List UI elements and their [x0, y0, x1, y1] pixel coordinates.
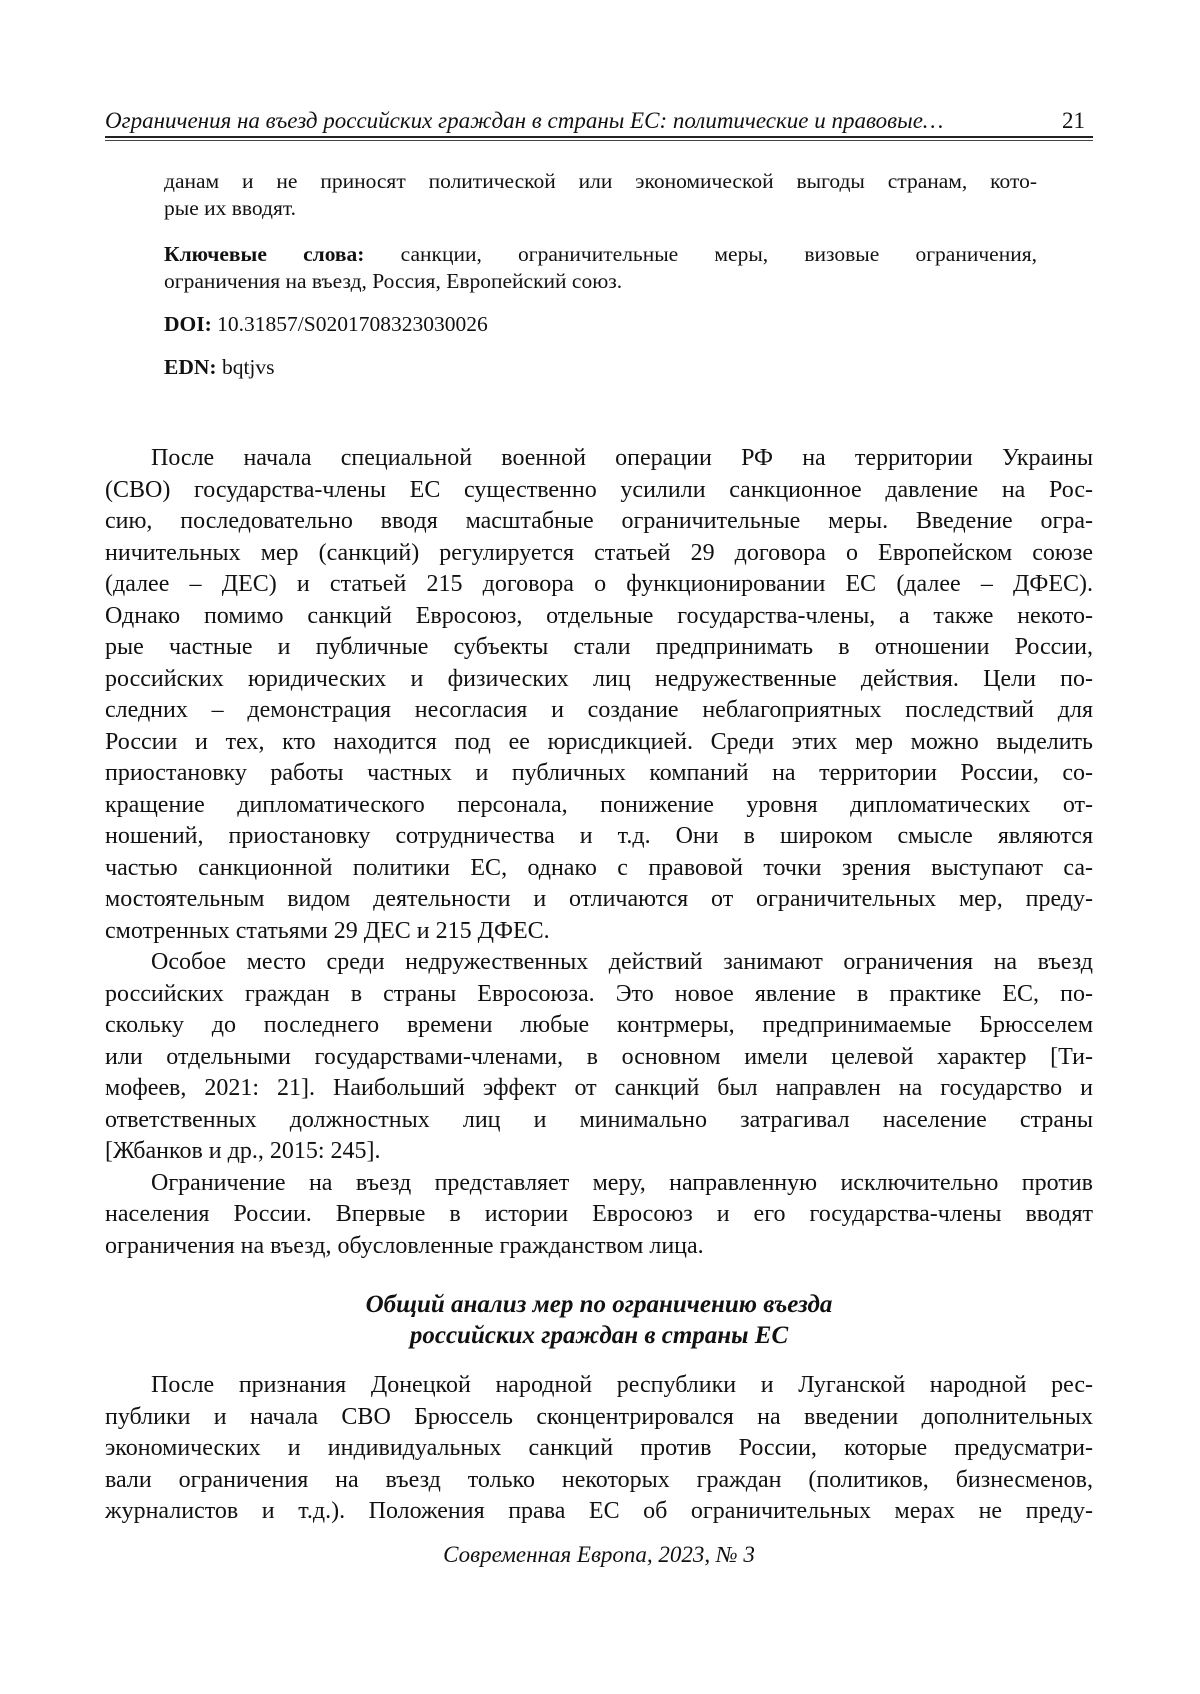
journal-footer: Современная Европа, 2023, № 3 [443, 1542, 755, 1567]
keywords-line: ограничения на въезд, Россия, Европейский союз. [164, 269, 623, 293]
abstract-line: рые их вводят. [164, 196, 297, 220]
doi [164, 311, 1037, 338]
paragraph-line: После начала специальной военной операции РФ на территории Украины [151, 445, 1093, 471]
paragraph-line: ограничения на въезд, обусловленные гражданством лица. [105, 1232, 704, 1259]
paragraph-line: журналистов и т.д.). Положения права ЕС об ограничительных мерах не преду- [105, 1498, 1093, 1524]
paragraph-line: населения России. Впервые в истории Евросоюз и его государства-члены вводят [105, 1201, 1093, 1227]
keywords-line [164, 241, 1037, 268]
section-heading-line: российских граждан в страны ЕС [409, 1322, 789, 1349]
paragraph-line: рые частные и публичные субъекты стали предпринимать в отношении России, [105, 634, 1093, 660]
running-header [105, 106, 1093, 136]
page-number: 21 [1062, 108, 1085, 133]
paragraph-line: мостоятельным видом деятельности и отличаются от ограничительных мер, преду- [105, 886, 1093, 912]
keywords-label: Ключевые слова: [164, 242, 365, 266]
paragraph-line: публики и начала СВО Брюссель сконцентрировался на введении дополнительных [105, 1403, 1093, 1430]
body-text-bottom [105, 1370, 1093, 1528]
abstract-line: данам и не приносят политической или экономической выгоды странам, кото- [164, 169, 1037, 193]
paragraph-line: российских юридических и физических лиц недружественные действия. Цели по- [105, 665, 1093, 692]
paragraph-line: Однако помимо санкций Евросоюз, отдельные государства-члены, а также некото- [105, 602, 1093, 629]
paragraph [105, 1370, 1093, 1528]
paragraph-line: кращение дипломатического персонала, понижение уровня дипломатических от- [105, 791, 1093, 818]
paragraph-line: мофеев, 2021: 21]. Наибольший эффект от санкций был направлен на государство и [105, 1075, 1093, 1101]
header-rule-thick [105, 136, 1093, 138]
paragraph-line: (СВО) государства-члены ЕС существенно усилили санкционное давление на Рос- [105, 476, 1093, 503]
paragraph-line: смотренных статьями 29 ДЕС и 215 ДФЕС. [105, 917, 550, 944]
header-rule-thin [105, 140, 1093, 141]
paragraph-line: [Жбанков и др., 2015: 245]. [105, 1138, 381, 1164]
abstract-tail [164, 168, 1037, 222]
paragraph-line: (далее – ДЕС) и статьей 215 договора о функционировании ЕС (далее – ДФЕС). [105, 571, 1093, 597]
keywords-text: санкции, ограничительные меры, визовые ограничения, [400, 242, 1037, 266]
doi-value: 10.31857/S0201708323030026 [217, 312, 488, 336]
paragraph-line: ничительных мер (санкций) регулируется статьей 29 договора о Европейском союзе [105, 539, 1093, 566]
paragraph [105, 947, 1093, 1168]
paragraph-line: Особое место среди недружественных действий занимают ограничения на въезд [151, 949, 1093, 975]
body-text-top [105, 443, 1093, 1262]
running-title: Ограничения на въезд российских граждан в страны ЕС: политические и правовые… [105, 108, 944, 133]
doi-label: DOI: [164, 312, 212, 336]
section-heading-line: Общий анализ мер по ограничению въезда [365, 1291, 833, 1318]
paragraph-line: После признания Донецкой народной республики и Луганской народной рес- [151, 1372, 1093, 1398]
paragraph-line: скольку до последнего времени любые контрмеры, предпринимаемые Брюсселем [105, 1012, 1093, 1038]
paragraph-line: ответственных должностных лиц и минимально затрагивал население страны [105, 1106, 1093, 1133]
paragraph-line: сию, последовательно вводя масштабные ограничительные меры. Введение огра- [105, 508, 1093, 534]
paragraph-line: Ограничение на въезд представляет меру, направленную исключительно против [151, 1169, 1093, 1196]
paragraph-line: или отдельными государствами-членами, в основном имели целевой характер [Ти- [105, 1043, 1093, 1070]
keywords [164, 241, 1037, 295]
paragraph-line: России и тех, кто находится под ее юрисдикцией. Среди этих мер можно выделить [105, 728, 1093, 755]
paragraph-line: российских граждан в страны Евросоюза. Это новое явление в практике ЕС, по- [105, 980, 1093, 1007]
paragraph-line: экономических и индивидуальных санкций против России, которые предусматри- [105, 1435, 1093, 1461]
edn-value: bqtjvs [221, 355, 275, 379]
edn [164, 354, 1037, 381]
paragraph-line: следних – демонстрация несогласия и создание неблагоприятных последствий для [105, 697, 1093, 723]
paragraph-line: частью санкционной политики ЕС, однако с правовой точки зрения выступают са- [105, 854, 1093, 881]
paragraph-line: приостановку работы частных и публичных компаний на территории России, со- [105, 760, 1093, 786]
edn-label: EDN: [164, 355, 217, 379]
paragraph [105, 443, 1093, 947]
section-heading [105, 1289, 1093, 1351]
paragraph-line: ношений, приостановку сотрудничества и т.д. Они в широком смысле являются [105, 823, 1093, 849]
paragraph [105, 1168, 1093, 1263]
paragraph-line: вали ограничения на въезд только некоторых граждан (политиков, бизнесменов, [105, 1466, 1093, 1493]
